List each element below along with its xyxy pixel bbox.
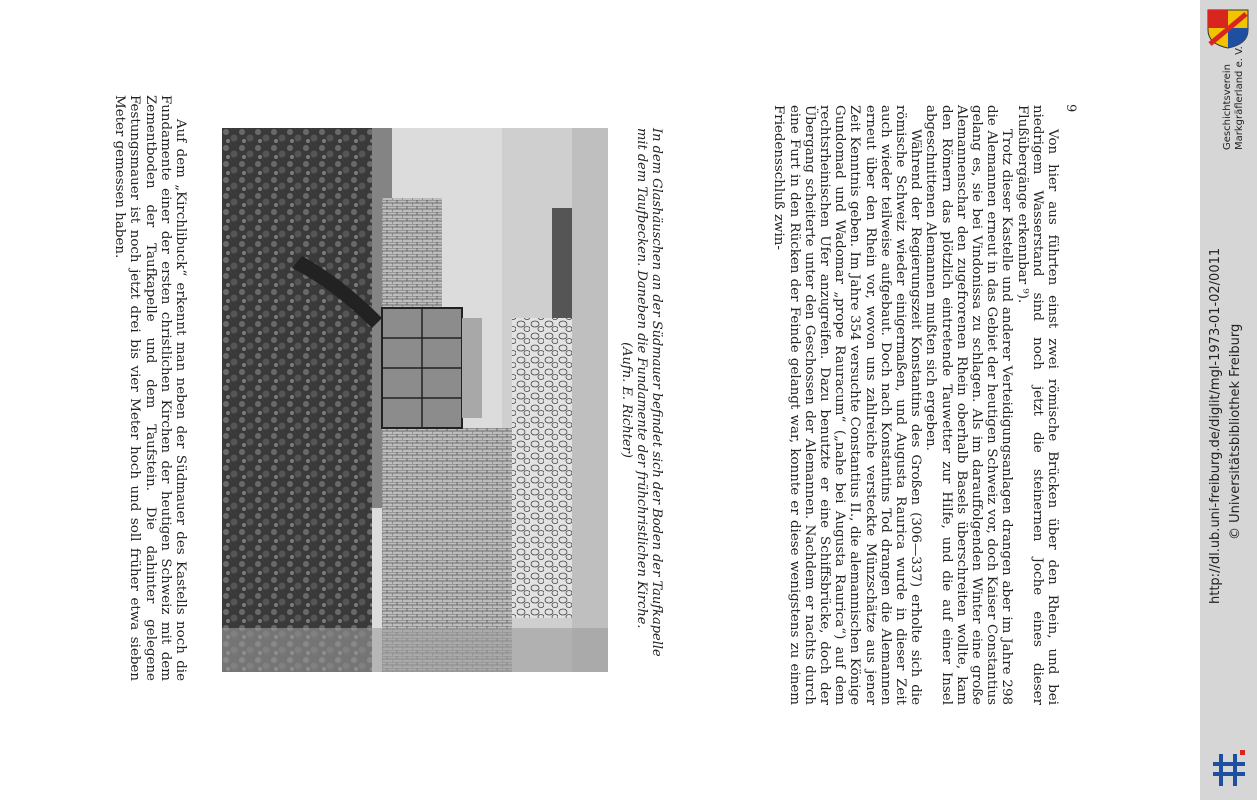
caption-text: In dem Glashäuschen an der Südmauer befindet sich der Boden der Taufkapelle mit dem Taufbecken. Daneben die Fundamente der frühchristlichen Kirche. <box>634 128 664 657</box>
caption-credit: (Aufn. E. Richter) <box>619 342 634 458</box>
society-line-1: Geschichtsverein <box>1222 64 1233 150</box>
body-paragraph-1: Von hier aus führten einst zwei römische Brücken über den Rhein, und bei niedrigem Wasserstand sind noch jetzt die steinernen Joche eines dieser Flußübergänge erkennbar ⁹). <box>1014 105 1060 705</box>
university-library-logo-icon <box>1209 748 1249 792</box>
intro-paragraph <box>112 95 188 681</box>
library-sidebar <box>1200 0 1257 800</box>
body-paragraph-2: Trotz dieser Kastelle und anderer Verteidigungsanlagen drangen aber im Jahre 298 die Alemannen erneut in das Gebiet der heutigen Schweiz vor, doch Kaiser Constantius gelang es, sie bei Vindonissa zu schlagen. Als im darauffolgenden Winter eine große Alemannenschar den zugefrorenen Rhein oberhalb Basels überschreiten wollte, kam den Römern das plötzlich eintretende Tauwetter zur Hilfe, und die auf einer Insel abgeschnittenen Alemannen mußten sich ergeben. <box>923 105 1015 705</box>
intro-text: Auf dem „Kirchlibuck“ erkennt man neben der Südmauer des Kastells noch die Fundamente einer der ersten christlichen Kirchen der heutigen Schweiz mit dem Zementboden der Taufkapelle und dem Taufstein. Die dahinter gelegene Festungsmauer ist noch jetzt drei bis vier Meter hoch und soll früher etwa sieben Meter gemessen haben. <box>112 95 188 681</box>
source-url[interactable]: http://dl.ub.uni-freiburg.de/diglit/mgl-1973-01-02/0011 <box>1208 247 1223 604</box>
page-number: 9 <box>1063 104 1078 113</box>
body-text <box>771 105 1060 705</box>
photo-caption <box>619 128 664 672</box>
copyright-notice: © Universitätsbibliothek Freiburg <box>1228 323 1243 540</box>
coat-of-arms-icon <box>1206 8 1250 50</box>
photo-baptistery <box>222 128 608 672</box>
body-paragraph-3: Während der Regierungszeit Konstantins des Großen (306—337) erholte sich die römische Schweiz wieder einigermaßen, und Augusta Raurica wurde in dieser Zeit auch wieder teilweise aufgebaut. Doch nach Konstantins Tod drangen die Alemannen erneut über den Rhein vor, wovon uns zahlreiche versteckte Münzschätze aus jener Zeit Kenntnis geben. Im Jahre 354 versuchte Constantius II., die alemannischen Könige Gundomad und Wadomar „prope Rauracum“ („nahe bei Augusta Raurica“) auf dem rechtsrheinischen Ufer anzugreifen. Dazu benutzte er eine Schiffsbrücke, doch der Übergang scheiterte unter den Geschossen der Alemannen. Nachdem er nachts durch eine Furt in den Rücken der Feinde gelangt war, konnte er diese wenigstens zu einem Friedensschluß zwin- <box>771 105 924 705</box>
society-line-2: Markgräflerland e. V. <box>1234 46 1245 150</box>
photo-illustration <box>222 128 608 672</box>
